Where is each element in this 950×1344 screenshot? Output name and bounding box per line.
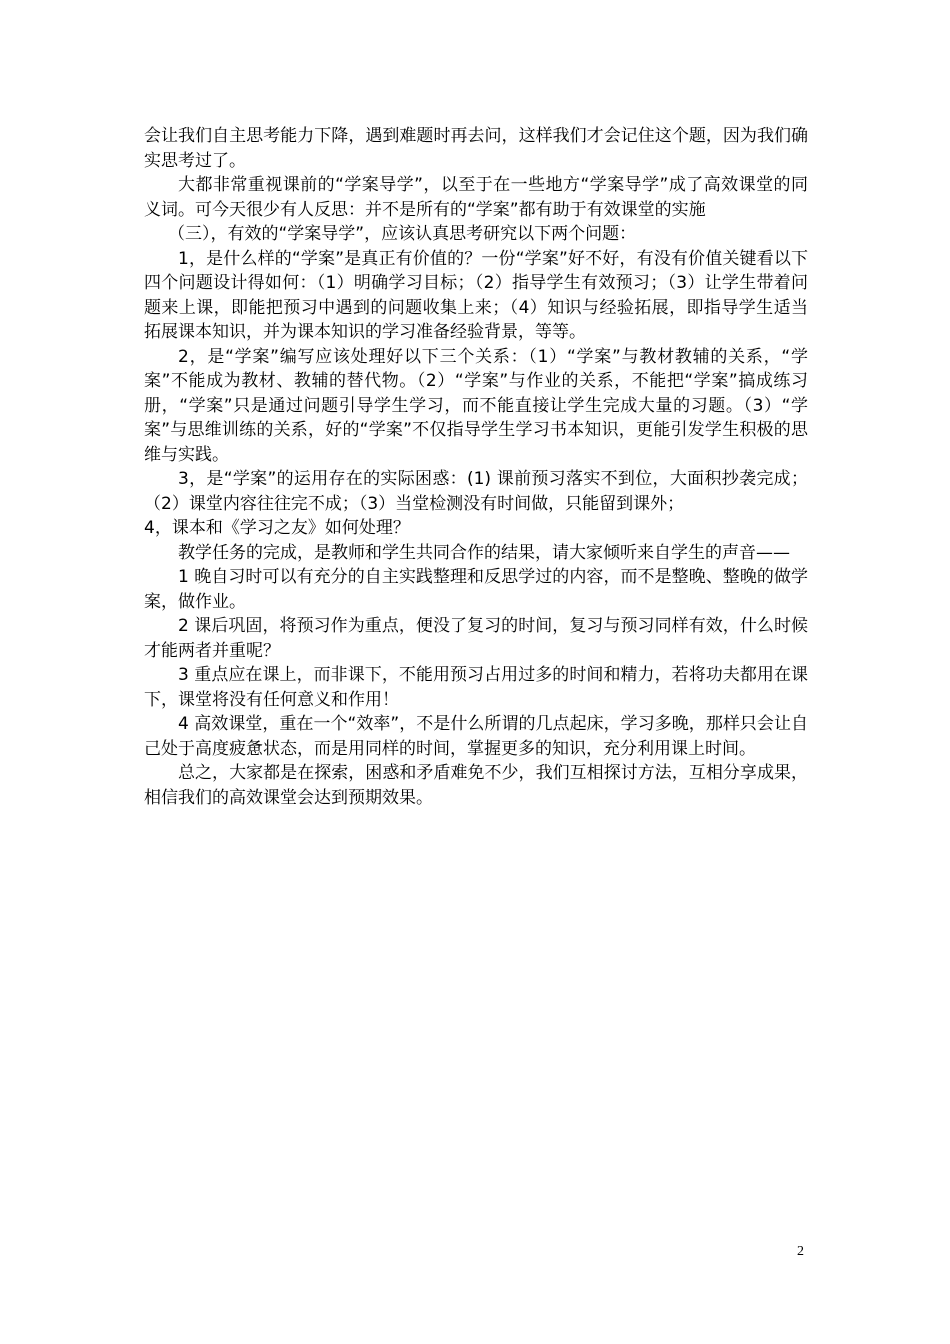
paragraph-point-1: 1，是什么样的“学案”是真正有价值的？一份“学案”好不好，有没有价值关键看以下四个问题设计得如何：（1）明确学习目标；（2）指导学生有效预习；（3）让学生带着问题来上课，即能把预习中遇到的问题收集上来；（4）知识与经验拓展，即指导学生适当拓展课本知识，并为课本知识的学习准备经验背景，等等。 — [144, 248, 808, 342]
paragraph-conclusion: 总之，大家都是在探索，困惑和矛盾难免不少，我们互相探讨方法，互相分享成果，相信我们的高效课堂会达到预期效果。 — [144, 763, 808, 808]
paragraph-student-voice-intro: 教学任务的完成，是教师和学生共同合作的结果，请大家倾听来自学生的声音—— — [178, 542, 790, 563]
paragraph-student-voice-2: 2 课后巩固，将预习作为重点，便没了复习的时间，复习与预习同样有效，什么时候才能两者并重呢？ — [144, 616, 808, 661]
paragraph-student-voice-4: 4 高效课堂，重在一个“效率”，不是什么所谓的几点起床，学习多晚，那样只会让自己处于高度疲惫状态，而是用同样的时间，掌握更多的知识，充分利用课上时间。 — [144, 714, 808, 759]
paragraph-student-voice-3: 3 重点应在课上，而非课下，不能用预习占用过多的时间和精力，若将功夫都用在课下，课堂将没有任何意义和作用！ — [144, 665, 808, 710]
paragraph-point-3: 3，是“学案”的运用存在的实际困惑：(1) 课前预习落实不到位，大面积抄袭完成；（2）课堂内容往往完不成；（3）当堂检测没有时间做，只能留到课外； — [144, 469, 808, 514]
paragraph-continuation: 会让我们自主思考能力下降，遇到难题时再去问，这样我们才会记住这个题，因为我们确实思考过了。 — [144, 126, 808, 171]
paragraph-intro: 大都非常重视课前的“学案导学”，以至于在一些地方“学案导学”成了高效课堂的同义词。可今天很少有人反思：并不是所有的“学案”都有助于有效课堂的实施 — [144, 175, 808, 220]
page-number: 2 — [797, 1244, 804, 1259]
paragraph-point-4: 4，课本和《学习之友》如何处理？ — [144, 518, 410, 538]
paragraph-student-voice-1: 1 晚自习时可以有充分的自主实践整理和反思学过的内容，而不是整晚、整晚的做学案，做作业。 — [144, 567, 808, 612]
section-heading-three: （三），有效的“学案导学”，应该认真思考研究以下两个问题： — [168, 224, 637, 244]
paragraph-point-2: 2，是“学案”编写应该处理好以下三个关系：（1）“学案”与教材教辅的关系，“学案”不能成为教材、教辅的替代物。（2）“学案”与作业的关系，不能把“学案”搞成练习册，“学案”只是通过问题引导学生学习，而不能直接让学生完成大量的习题。（3）“学案”与思维训练的关系，好的“学案”不仅指导学生学习书本知识，更能引发学生积极的思维与实践。 — [144, 346, 808, 465]
body-text — [144, 124, 808, 810]
